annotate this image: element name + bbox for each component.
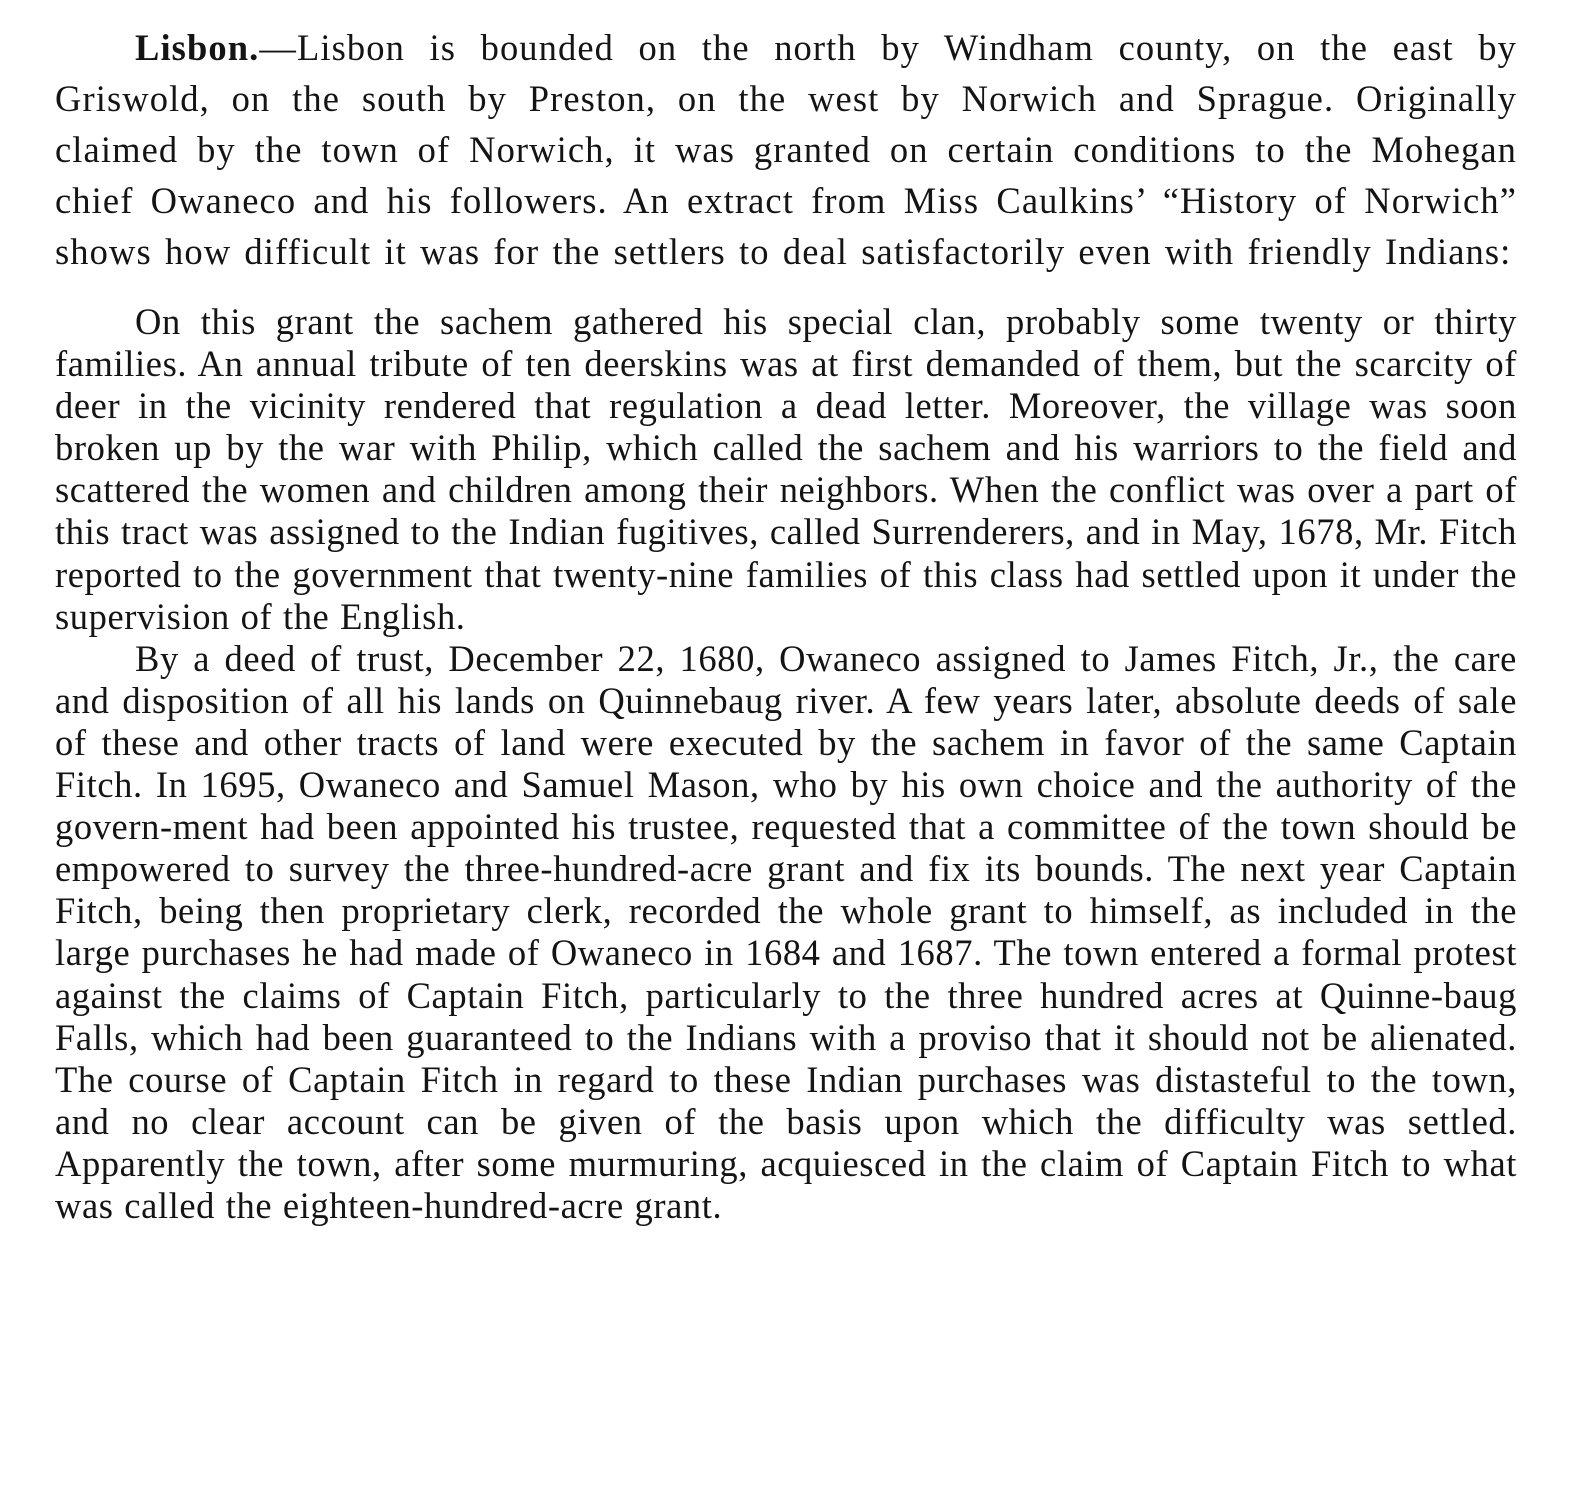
lisbon-heading: Lisbon. xyxy=(135,27,260,68)
intro-paragraph xyxy=(55,22,1517,277)
quote-paragraph-1: On this grant the sachem gathered his special clan, probably some twenty or thirty families. An annual tribute of ten deerskins was at first demanded of them, but the scarcity of deer in the vicinity rendered that regulation a dead letter. Moreover, the village was soon broken up by the war with Philip, which called the sachem and his warriors to the field and scattered the women and children among their neighbors. When the conflict was over a part of this tract was assigned to the Indian fugitives, called Surrenderers, and in May, 1678, Mr. Fitch reported to the government that twenty-nine families of this class had settled upon it under the supervision of the English. xyxy=(55,301,1517,637)
intro-text: —Lisbon is bounded on the north by Windham county, on the east by Griswold, on the south by Preston, on the west by Norwich and Sprague. Originally claimed by the town of Norwich, it was granted on certain conditions to the Mohegan chief Owaneco and his followers. An extract from Miss Caulkins’ “History of Norwich” shows how difficult it was for the settlers to deal satisfactorily even with friendly Indians: xyxy=(55,27,1517,272)
quote-paragraph-2: By a deed of trust, December 22, 1680, Owaneco assigned to James Fitch, Jr., the care and disposition of all his lands on Quinnebaug river. A few years later, absolute deeds of sale of these and other tracts of land were executed by the sachem in favor of the same Captain Fitch. In 1695, Owaneco and Samuel Mason, who by his own choice and the authority of the govern-ment had been appointed his trustee, requested that a committee of the town should be empowered to survey the three-hundred-acre grant and fix its bounds. The next year Captain Fitch, being then proprietary clerk, recorded the whole grant to himself, as included in the large purchases he had made of Owaneco in 1684 and 1687. The town entered a formal protest against the claims of Captain Fitch, particularly to the three hundred acres at Quinne-baug Falls, which had been guaranteed to the Indians with a proviso that it should not be alienated. The course of Captain Fitch in regard to these Indian purchases was distasteful to the town, and no clear account can be given of the basis upon which the difficulty was settled. Apparently the town, after some murmuring, acquiesced in the claim of Captain Fitch to what was called the eighteen-hundred-acre grant. xyxy=(55,637,1517,1226)
document-page xyxy=(55,22,1517,1227)
quoted-extract xyxy=(55,301,1517,1227)
